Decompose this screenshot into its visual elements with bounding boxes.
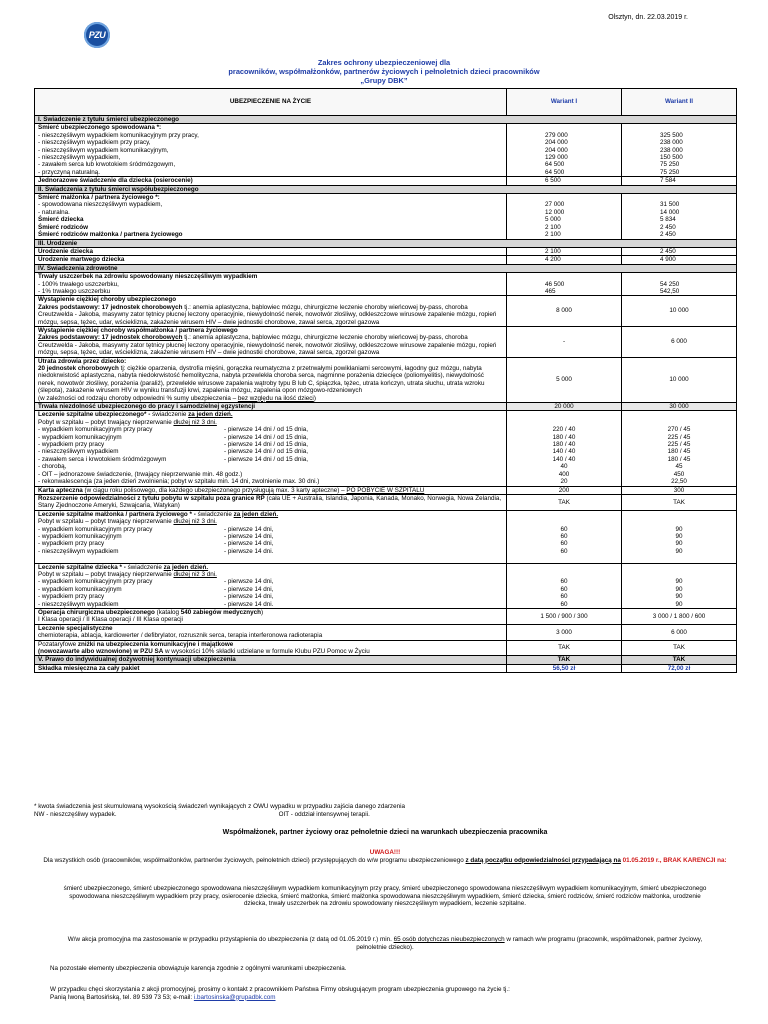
list-item: - rekonwalescencja (za jeden dzień zwolnienia; pobyt w szpitalu min. 14 dni, zwolnienie max. 30 dni.) [38, 478, 320, 486]
table-row: Trwała niezdolność ubezpieczonego do pracy i samodzielnej egzystencji 20 000 30 000 [35, 403, 737, 411]
list-item: - nieszczęśliwym wypadkiem, [38, 154, 121, 162]
list-item: 22,50 [671, 478, 687, 486]
table-row: Wystąpienie ciężkiej choroby ubezpieczonego Zakres podstawowy: 17 jednostek chorobowych tj.: anemia aplastyczna, bąblowiec mózgu, chirurgiczne leczenie choroby wieńcowej by-pass, choroba Creutzwelda - Jakoba, masywny zator tętnicy płucnej leczony operacyjnie, niewydolność nerek, nowotwór złośliwy, odkleszczowe wirusowe zapalenie mózgu, ropień mózgu, sepsa, tężec, udar, wścieklizna, zakażenie wirusem HIV – dwie jednostki chorobowe, zawał serca, zgorzel gazowa 8 000 10 000 [35, 296, 737, 327]
list-item: - wypadkiem komunikacyjnym - pierwsze 14 dni / od 15 dnia, [38, 433, 309, 441]
list-item: - naturalna. [38, 208, 70, 216]
table-row: Wystąpienie ciężkiej choroby współmałżonka / partnera życiowego Zakres podstawowy: 17 jednostek chorobowych tj.: anemia aplastyczna, bąblowiec mózgu, chirurgiczne leczenie choroby wieńcowej by-pass, choroba Creutzwelda - Jakoba, masywny zator tętnicy płucnej leczony operacyjnie, niewydolność nerek, nowotwór złośliwy, odkleszczowe wirusowe zapalenie mózgu, ropień mózgu, sepsa, tężec, udar, wścieklizna, zakażenie wirusem HIV – dwie jednostki chorobowe, zawał serca, zgorzel gazowa - 6 000 [35, 326, 737, 357]
list-item: 60 [560, 593, 568, 601]
list-item: - wypadkiem komunikacyjnym przy pracy - pierwsze 14 dni, [38, 525, 274, 533]
list-item: 14 000 [660, 208, 680, 216]
list-item: - nieszczęśliwym wypadkiem komunikacyjnym, [38, 146, 169, 154]
list-item: - zawałem serca i krwotokiem śródmózgowym - pierwsze 14 dni / od 15 dnia, [38, 455, 309, 463]
table-row: Śmierć ubezpieczonego spowodowana *: - nieszczęśliwym wypadkiem komunikacyjnym przy pracy, - nieszczęśliwym wypadkiem przy pracy, - nieszczęśliwym wypadkiem komunikacyjnym, - nieszczęśliwym wypadkiem, - zawałem serca lub krwotokiem śródmózgowym, - przyczyną naturalną. 279 000 204 000 204 000 129 000 64 500 64 500 325 500 238 000 238 000 150 500 75 250 75 250 [35, 124, 737, 177]
list-item: 90 [675, 532, 683, 540]
table-row: Śmierć małżonka / partnera życiowego *: - spowodowana nieszczęśliwym wypadkiem, - naturalna. Śmierć dziecka Śmierć rodziców Śmierć rodziców małżonka / partnera życiowego 27 000 12 000 5 000 2 100 2 100 31 500 14 000 5 834 2 450 2 450 [35, 194, 737, 239]
table-row: Pozataryfowe zniżki na ubezpieczenia komunikacyjne i majątkowe (nowozawarte albo wznowione) w PZU SA w wysokości 10% składki udzielane w formule Klubu PZU Pomoc w Życiu TAK TAK [35, 640, 737, 656]
coverage-table [34, 88, 736, 673]
table-row: Leczenie szpitalne dziecka * - świadczenie za jeden dzień. Pobyt w szpitalu – pobyt trwający nieprzerwanie dłużej niż 3 dni. - wypadkiem komunikacyjnym przy pracy - pierwsze 14 dni, - wypadkiem komunikacyjnym - pierwsze 14 dni, - wypadkiem przy pracy - pierwsze 14 dni, - nieszczęśliwym wypadkiem - pierwsze 14 dni. 60 60 60 60 90 90 90 90 [35, 563, 737, 608]
table-row: Rozszerzenie odpowiedzialności z tytułu pobytu w szpitalu poza granice RP (cała UE + Australia, Islandia, Japonia, Kanada, Monako, Norwegia, Nowa Zelandia, Stany Zjednoczone Ameryki, Szwajcaria, Watykan) TAK TAK [35, 494, 737, 510]
list-item: - nieszczęśliwym wypadkiem - pierwsze 14 dni / od 15 dnia, [38, 448, 309, 456]
list-item: 90 [675, 600, 683, 608]
list-item: 60 [560, 540, 568, 548]
list-item: - wypadkiem komunikacyjnym przy pracy - pierwsze 14 dni, [38, 578, 274, 586]
waiting-period-note: Na pozostałe elementy ubezpieczenia obowiązuje karencja zgodnie z ogólnymi warunkami ubezpieczenia. [50, 965, 347, 972]
list-item: 90 [675, 585, 683, 593]
list-item: 60 [560, 585, 568, 593]
table-row: Leczenie specjalistyczne chemioterapia, ablacja, kardiowerter / defibrylator, rozrusznik serca, terapia interferonowa radioterapia 3 000 6 000 [35, 624, 737, 640]
footnote: * kwota świadczenia jest skumulowaną wysokością świadczeń wynikających z OWU wypadku w przypadku zajścia danego zdarzenia NW - nieszczęśliwy wypadek. OIT - oddział intensywnej terapii. [34, 803, 405, 818]
list-item: 180 / 40 [552, 433, 576, 441]
table-row: Karta apteczna (w ciągu roku polisowego, dla każdego ubezpieczonego przysługują max. 3 karty apteczne) – PO POBYCIE W SZPITALU 200 300 [35, 486, 737, 494]
notice-list: śmierć ubezpieczonego, śmierć ubezpieczonego spowodowana nieszczęśliwym wypadkiem komunikacyjnym przy pracy, śmierć ubezpieczonego spowodowana nieszczęśliwym wypadkiem komunikacyjnym, śmierć ubezpieczonego spowodowana nieszczęśliwym wypadkiem przy pracy, osierocenie dziecka, śmierć małżonka, śmierć małżonka spowodowana nieszczęśliwym wypadkiem, śmierć dziecka, śmierć rodziców, śmierć rodziców małżonka, urodzenie dziecka, trwały uszczerbek na zdrowiu spowodowany nieszczęśliwym wypadkiem, leczenie szpitalne. [63, 885, 707, 908]
table-header: UBEZPIECZENIE NA ŻYCIE Wariant I Wariant II [35, 89, 737, 116]
list-item: 325 500 [660, 131, 683, 139]
list-item: 20 [560, 478, 568, 486]
list-item: 90 [675, 540, 683, 548]
list-item: 270 / 45 [667, 426, 691, 434]
list-item: - nieszczęśliwym wypadkiem komunikacyjnym przy pracy, [38, 131, 199, 139]
section-header: III. Urodzenie [35, 239, 737, 247]
list-item: 450 [673, 470, 685, 478]
list-item: 180 / 40 [552, 441, 576, 449]
list-item: - wypadkiem komunikacyjnym przy pracy - pierwsze 14 dni / od 15 dnia, [38, 426, 309, 434]
list-item: 60 [560, 600, 568, 608]
list-item: 150 500 [660, 154, 683, 162]
table-row: Leczenie szpitalne ubezpieczonego* - świadczenie za jeden dzień. Pobyt w szpitalu – pobyt trwający nieprzerwanie dłużej niż 3 dni. - wypadkiem komunikacyjnym przy pracy - pierwsze 14 dni / od 15 dnia, - wypadkiem komunikacyjnym - pierwsze 14 dni / od 15 dnia, - wypadkiem przy pracy - pierwsze 14 dni / od 15 dnia, - nieszczęśliwym wypadkiem - pierwsze 14 dni / od 15 dnia, - zawałem serca i krwotokiem śródmózgowym - pierwsze 14 dni / od 15 dnia, - chorobą, - OIT – jednorazowe świadczenie, (trwający nieprzerwanie min. 48 godz.) - rekonwalescencja (za jeden dzień zwolnienia; pobyt w szpitalu min. 14 dni, zwolnienie max. 30 dni.) 220 / 40 180 / 40 180 / 40 140 / 40 140 / 40 40 400 20 270 / 45 225 / 45 225 / 45 180 / 45 180 / 45 45 450 22,50 [35, 411, 737, 486]
premium-v1: 56,50 zł [507, 664, 622, 672]
section-header: II. Świadczenia z tytułu śmierci współubezpieczonego [35, 185, 737, 193]
table-row: Urodzenie dziecka 2 100 2 450 [35, 247, 737, 255]
list-item: 465 [545, 287, 556, 295]
list-item: - wypadkiem komunikacyjnym - pierwsze 14 dni, [38, 532, 274, 540]
list-item: - wypadkiem przy pracy - pierwsze 14 dni, [38, 540, 274, 548]
notice: UWAGA!!! Dla wszystkich osób (pracowników, współmałżonków, partnerów życiowych, pełnoletnich dzieci) przystępujących do w/w programu ubezpieczeniowego z datą początku odpowiedzialności przypadającą na 01.05.2019 r., BRAK KARENCJI na: [43, 849, 727, 864]
list-item: - wypadkiem przy pracy - pierwsze 14 dni, [38, 593, 274, 601]
list-item: - nieszczęśliwym wypadkiem - pierwsze 14 dni. [38, 547, 274, 555]
promo-condition: W/w akcja promocyjna ma zastosowanie w przypadku przystąpienia do ubezpieczenia (z datą od 01.05.2019 r.) min. 65 osób dotychczas nieubezpieczonych w ramach w/w programu (pracownik, współmałżonek, partner życiowy, pełnoletnie dziecko). [67, 936, 703, 951]
list-item: 54 250 [660, 280, 680, 288]
list-item: 64 500 [545, 168, 565, 176]
list-item: 279 000 [545, 131, 568, 139]
family-title: Współmałżonek, partner życiowy oraz pełnoletnie dzieci na warunkach ubezpieczenia pracownika [222, 829, 548, 836]
variant-2-header: Wariant II [622, 89, 737, 116]
list-item: - chorobą, [38, 463, 67, 471]
list-item: 60 [560, 547, 568, 555]
list-item: 238 000 [660, 139, 683, 147]
list-item: 12 000 [545, 208, 565, 216]
list-item: 40 [560, 463, 568, 471]
table-row: Utrata zdrowia przez dziecko: 20 jednostek chorobowych tj: ciężkie oparzenia, dystrofia mięśni, gorączka reumatyczna z przetrwałymi powikłaniami sercowymi, łagodny guz mózgu, nabyta niedokrwistość aplastyczna, nabyta niedokrwistość hemolityczna, nabyta przewlekła choroba serca, nagminne porażenia dziecięce (poliomyelitis), niewydolność nerek, nowotwór złośliwy, porażenia (paraliż), przewlekłe wirusowe zapalenia wątroby typu B lub C, śpiączka, tężec, utrata kończyn, utrata słuchu, utrata wzroku (ślepota), zakażenie wirusem HIV w wyniku transfuzji krwi, zapalenia mózgu, zapalenia opon mózgowo-rdzeniowych (w zależności od rodzaju choroby odpowiedni % sumy ubezpieczenia – bez względu na ilość dzieci) 5 000 10 000 [35, 357, 737, 402]
list-item: 542,50 [660, 287, 680, 295]
table-row: Urodzenie martwego dziecka 4 200 4 900 [35, 256, 737, 264]
list-item: - zawałem serca lub krwotokiem śródmózgowym, [38, 161, 176, 169]
list-item: - wypadkiem przy pracy - pierwsze 14 dni / od 15 dnia, [38, 441, 309, 449]
list-item: 180 / 45 [667, 448, 691, 456]
list-item: 220 / 40 [552, 426, 576, 434]
section-header: V. Prawo do indywidualnej dożywotniej kontynuacji ubezpieczenia TAK TAK [35, 656, 737, 664]
list-item: 180 / 45 [667, 455, 691, 463]
list-item: 225 / 45 [667, 441, 691, 449]
list-item: 60 [560, 532, 568, 540]
contact: W przypadku chęci skorzystania z akcji promocyjnej, prosimy o kontakt z pracownikiem Państwa Firmy obsługującym program ubezpieczenia grupowego na życie tj.: Panią Iwoną Bartosińską, tel. 89 539 73 53; e-mail: i.bartosinska@grupadbk.com [50, 986, 510, 1001]
list-item: 60 [560, 578, 568, 586]
list-item: 31 500 [660, 201, 680, 209]
list-item: 45 [675, 463, 683, 471]
table-row: Trwały uszczerbek na zdrowiu spowodowany nieszczęśliwym wypadkiem - 100% trwałego uszczerbku, - 1% trwałego uszczerbku 46 500 465 54 250 542,50 [35, 273, 737, 296]
list-item: 140 / 40 [552, 455, 576, 463]
pzu-logo: PZU [84, 22, 110, 48]
list-item: 60 [560, 525, 568, 533]
list-item: - wypadkiem komunikacyjnym - pierwsze 14 dni, [38, 585, 274, 593]
list-item: 27 000 [545, 201, 565, 209]
list-item: - 100% trwałego uszczerbku, [38, 280, 119, 288]
document-title: Zakres ochrony ubezpieczeniowej dla pracowników, współmałżonków, partnerów życiowych i pełnoletnich dzieci pracowników „Grupy DBK” [228, 58, 540, 85]
list-item: - przyczyną naturalną. [38, 168, 100, 176]
table-row: Operacja chirurgiczna ubezpieczonego (katalog 540 zabiegów medycznych) I Klasa operacji / II Klasa operacji / III Klasa operacji 1 500 / 900 / 300 3 000 / 1 800 / 600 [35, 609, 737, 625]
list-item: - nieszczęśliwym wypadkiem przy pracy, [38, 139, 151, 147]
list-item: 64 500 [545, 161, 565, 169]
list-item: 204 000 [545, 146, 568, 154]
list-item: 90 [675, 525, 683, 533]
list-item: 129 000 [545, 154, 568, 162]
contact-email-link[interactable]: i.bartosinska@grupadbk.com [193, 993, 276, 1001]
premium-v2: 72,00 zł [622, 664, 737, 672]
list-item: - spowodowana nieszczęśliwym wypadkiem, [38, 201, 163, 209]
variant-1-header: Wariant I [507, 89, 622, 116]
list-item: 204 000 [545, 139, 568, 147]
table-row: Leczenie szpitalne małżonka / partnera życiowego * - świadczenie za jeden dzień. Pobyt w szpitalu – pobyt trwający nieprzerwanie dłużej niż 3 dni. - wypadkiem komunikacyjnym przy pracy - pierwsze 14 dni, - wypadkiem komunikacyjnym - pierwsze 14 dni, - wypadkiem przy pracy - pierwsze 14 dni, - nieszczęśliwym wypadkiem - pierwsze 14 dni. 60 60 60 60 90 90 90 90 [35, 510, 737, 563]
list-item: 225 / 45 [667, 433, 691, 441]
list-item: 75 250 [660, 168, 680, 176]
table-row: Jednorazowe świadczenie dla dziecka (osierocenie) 6 500 7 584 [35, 177, 737, 185]
list-item: - 1% trwałego uszczerbku [38, 287, 111, 295]
list-item: 400 [558, 470, 570, 478]
document-date: Olsztyn, dn. 22.03.2019 r. [608, 14, 688, 21]
list-item: 90 [675, 578, 683, 586]
premium-row: Składka miesięczna za cały pakiet 56,50 zł 72,00 zł [35, 664, 737, 672]
list-item: 238 000 [660, 146, 683, 154]
list-item: - nieszczęśliwym wypadkiem - pierwsze 14 dni. [38, 600, 274, 608]
list-item: 90 [675, 593, 683, 601]
list-item: 46 500 [545, 280, 565, 288]
list-item: - OIT – jednorazowe świadczenie, (trwający nieprzerwanie min. 48 godz.) [38, 470, 243, 478]
list-item: 140 / 40 [552, 448, 576, 456]
list-item: 75 250 [660, 161, 680, 169]
section-header: I. Świadczenie z tytułu śmierci ubezpieczonego [35, 116, 737, 124]
section-header: IV. Świadczenia zdrowotne [35, 264, 737, 272]
list-item: 90 [675, 547, 683, 555]
